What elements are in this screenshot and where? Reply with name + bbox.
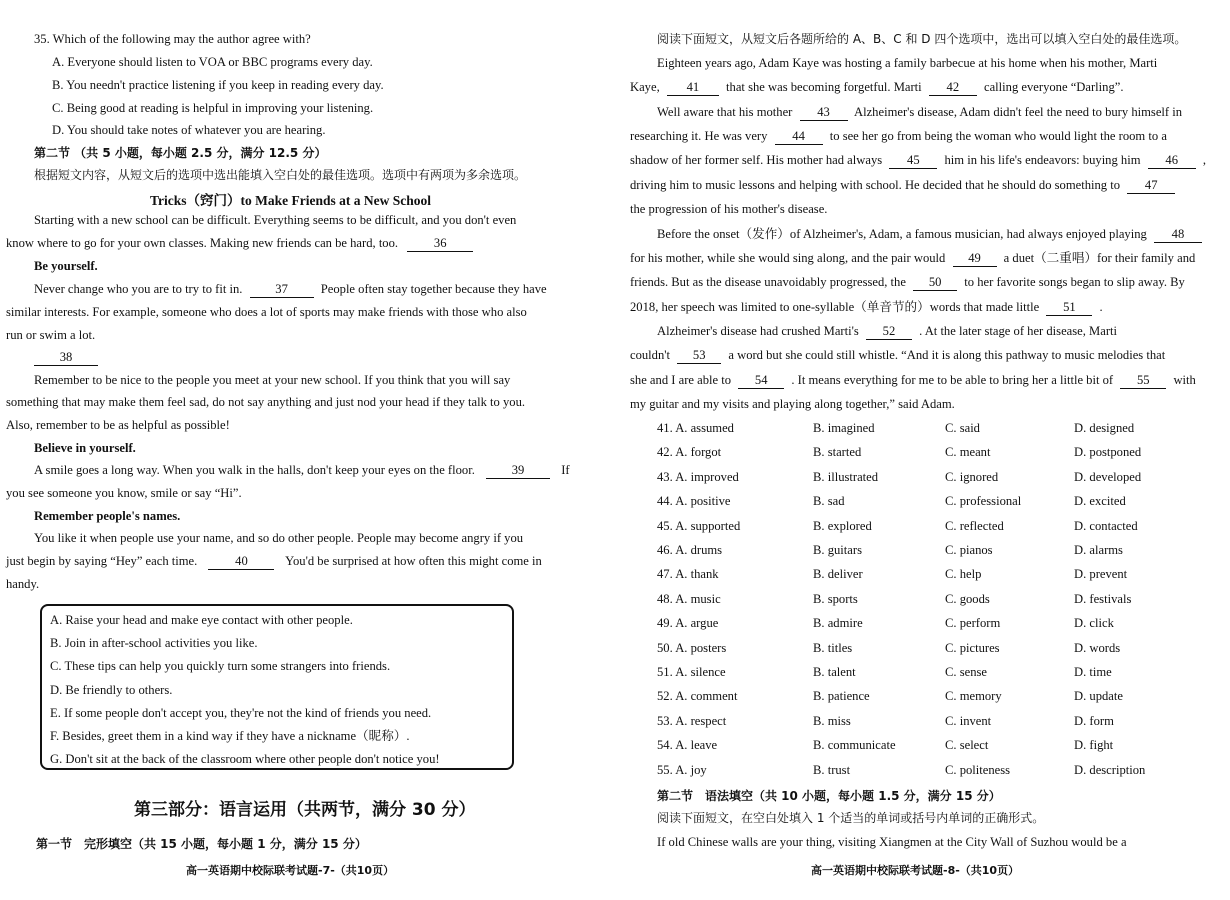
paragraph-line bbox=[34, 349, 98, 366]
blank-45: 45 bbox=[889, 152, 937, 169]
choice-41-c: C. said bbox=[945, 421, 980, 435]
passage-line: Before the onset（发作）of Alzheimer's, Adam, a famous musician, had always enjoyed playing 48 bbox=[657, 226, 1206, 243]
choice-55-c: C. politeness bbox=[945, 762, 1011, 777]
option-c: C. These tips can help you quickly turn some strangers into friends. bbox=[50, 659, 391, 673]
blank-47: 47 bbox=[1127, 177, 1175, 194]
passage-line: the progression of his mother's disease. bbox=[630, 202, 828, 216]
blank-54: 54 bbox=[738, 372, 784, 389]
choice-53-b: B. miss bbox=[813, 713, 851, 728]
choice-55-a: 55. A. joy bbox=[657, 762, 707, 777]
choice-49-b: B. admire bbox=[813, 616, 863, 631]
blank-53: 53 bbox=[677, 347, 721, 364]
choice-45-c: C. reflected bbox=[945, 518, 1004, 533]
option-e: E. If some people don't accept you, they're not the kind of friends you need. bbox=[50, 706, 432, 720]
choice-54-c: C. select bbox=[945, 738, 989, 753]
choice-47-a: 47. A. thank bbox=[657, 567, 719, 582]
choice-45-d: D. contacted bbox=[1074, 518, 1138, 533]
option-g: G. Don't sit at the back of the classroom where other people don't notice you! bbox=[50, 752, 440, 766]
blank-39: 39 bbox=[486, 462, 550, 479]
blank-44: 44 bbox=[775, 128, 823, 145]
choice-48-d: D. festivals bbox=[1074, 591, 1132, 606]
choice-47-b: B. deliver bbox=[813, 567, 863, 582]
blank-42: 42 bbox=[929, 79, 977, 96]
q35-option-d: D. You should take notes of whatever you are hearing. bbox=[52, 123, 326, 137]
choice-43-b: B. illustrated bbox=[813, 469, 879, 484]
choice-44-d: D. excited bbox=[1074, 494, 1126, 509]
blank-52: 52 bbox=[866, 323, 912, 340]
choice-42-a: 42. A. forgot bbox=[657, 445, 722, 460]
blank-49: 49 bbox=[953, 250, 997, 267]
paragraph-line: handy. bbox=[6, 577, 40, 591]
passage-title: Tricks（窍门）to Make Friends at a New School bbox=[150, 193, 431, 208]
paragraph-line: Never change who you are to try to fit in. 37 People often stay together because they have bbox=[34, 282, 547, 296]
choice-52-d: D. update bbox=[1074, 689, 1123, 704]
choice-51-b: B. talent bbox=[813, 665, 856, 679]
choice-45-a: 45. A. supported bbox=[657, 518, 741, 533]
page-footer: 高一英语期中校际联考试题-7-（共10页） bbox=[186, 864, 395, 877]
paragraph-line: know where to go for your own classes. Making new friends can be hard, too. 36 bbox=[6, 235, 473, 252]
passage-line: Alzheimer's disease had crushed Marti's 52 . At the later stage of her disease, Marti bbox=[657, 324, 1118, 338]
q35-option-b: B. You needn't practice listening if you keep in reading every day. bbox=[52, 78, 384, 92]
passage-line: Kaye, 41 that she was becoming forgetful. Marti 42 calling everyone “Darling”. bbox=[630, 80, 1124, 94]
choice-46-d: D. alarms bbox=[1074, 543, 1123, 557]
passage-line: friends. But as the disease unavoidably progressed, the 50 to her favorite songs began to slip away. By bbox=[630, 275, 1185, 289]
blank-41: 41 bbox=[667, 79, 719, 96]
choice-53-a: 53. A. respect bbox=[657, 713, 727, 728]
choice-53-d: D. form bbox=[1074, 713, 1114, 728]
section2-heading: 第二节 （共 5 小题，每小题 2.5 分，满分 12.5 分） bbox=[34, 146, 327, 160]
choice-54-b: B. communicate bbox=[813, 738, 896, 753]
choice-52-b: B. patience bbox=[813, 689, 870, 704]
choice-46-a: 46. A. drums bbox=[657, 543, 723, 557]
heading-believe: Believe in yourself. bbox=[34, 441, 136, 455]
passage-line: Well aware that his mother 43 Alzheimer's disease, Adam didn't feel the need to bury himself in bbox=[657, 105, 1183, 119]
choice-54-d: D. fight bbox=[1074, 738, 1114, 753]
choice-42-b: B. started bbox=[813, 445, 862, 460]
blank-38: 38 bbox=[34, 349, 98, 366]
blank-55: 55 bbox=[1120, 372, 1166, 389]
choice-54-a: 54. A. leave bbox=[657, 738, 718, 753]
choice-46-b: B. guitars bbox=[813, 543, 862, 557]
blank-37: 37 bbox=[250, 281, 314, 298]
choice-43-a: 43. A. improved bbox=[657, 469, 739, 484]
part3-heading: 第三部分：语言运用（共两节，满分 30 分） bbox=[134, 800, 476, 820]
paragraph-line: Also, remember to be as helpful as possible! bbox=[6, 418, 230, 432]
choice-52-c: C. memory bbox=[945, 689, 1002, 704]
paragraph-line: just begin by saying “Hey” each time. 40 You'd be surprised at how often this might come in bbox=[6, 554, 542, 568]
choice-50-d: D. words bbox=[1074, 640, 1121, 655]
choice-53-c: C. invent bbox=[945, 713, 992, 728]
choice-55-d: D. description bbox=[1074, 762, 1146, 777]
choice-52-a: 52. A. comment bbox=[657, 689, 738, 704]
blank-43: 43 bbox=[800, 104, 848, 121]
option-b: B. Join in after-school activities you like. bbox=[50, 636, 258, 650]
section1-heading: 第一节 完形填空（共 15 小题，每小题 1 分，满分 15 分） bbox=[36, 837, 367, 851]
q35-option-c: C. Being good at reading is helpful in improving your listening. bbox=[52, 101, 374, 115]
choice-50-b: B. titles bbox=[813, 640, 853, 655]
choice-44-c: C. professional bbox=[945, 494, 1022, 509]
section2-heading: 第二节 语法填空（共 10 小题，每小题 1.5 分，满分 15 分） bbox=[657, 789, 1001, 803]
choice-41-a: 41. A. assumed bbox=[657, 421, 734, 435]
q35-option-a: A. Everyone should listen to VOA or BBC programs every day. bbox=[52, 55, 373, 69]
passage-line: shadow of her former self. His mother had always 45 him in his life's endeavors: buying him 46 , bbox=[630, 153, 1206, 167]
blank-46: 46 bbox=[1148, 152, 1196, 169]
choice-41-b: B. imagined bbox=[813, 421, 875, 435]
paragraph-line: Remember to be nice to the people you meet at your new school. If you think that you will say bbox=[34, 373, 511, 387]
choice-46-c: C. pianos bbox=[945, 543, 993, 557]
passage-line: researching it. He was very 44 to see her go from being the woman who would light the room to a bbox=[630, 129, 1167, 143]
right-page bbox=[615, 0, 1230, 900]
choice-42-d: D. postponed bbox=[1074, 445, 1142, 460]
choice-43-d: D. developed bbox=[1074, 469, 1142, 484]
choice-49-c: C. perform bbox=[945, 616, 1001, 631]
paragraph-line: something that may make them feel sad, do not say anything and just nod your head if they talk to you. bbox=[6, 395, 526, 409]
choice-48-c: C. goods bbox=[945, 591, 990, 606]
paragraph-line: A smile goes a long way. When you walk in the halls, don't keep your eyes on the floor. 39 If bbox=[34, 463, 570, 477]
passage-line: Eighteen years ago, Adam Kaye was hosting a family barbecue at his home when his mother, Marti bbox=[657, 56, 1158, 70]
section2-instruction: 阅读下面短文，在空白处填入 1 个适当的单词或括号内单词的正确形式。 bbox=[657, 811, 1045, 825]
choice-48-b: B. sports bbox=[813, 591, 858, 606]
cloze-instruction: 阅读下面短文，从短文后各题所给的 A、B、C 和 D 四个选项中，选出可以填入空白处的最佳选项。 bbox=[657, 32, 1187, 46]
passage-line: she and I are able to 54 . It means everything for me to be able to bring her a little bit of 55 with bbox=[630, 373, 1196, 387]
passage-line: 2018, her speech was limited to one-syllable（单音节的）words that made little 51 . bbox=[630, 300, 1103, 314]
blank-50: 50 bbox=[913, 274, 957, 291]
choice-41-d: D. designed bbox=[1074, 421, 1135, 435]
choice-55-b: B. trust bbox=[813, 762, 851, 777]
choice-47-d: D. prevent bbox=[1074, 567, 1128, 582]
choice-50-c: C. pictures bbox=[945, 640, 1000, 655]
option-f: F. Besides, greet them in a kind way if they have a nickname（昵称）. bbox=[50, 729, 410, 743]
choice-50-a: 50. A. posters bbox=[657, 640, 727, 655]
blank-51: 51 bbox=[1046, 299, 1092, 316]
paragraph-line: You like it when people use your name, and so do other people. People may become angry if you bbox=[34, 531, 524, 545]
choice-48-a: 48. A. music bbox=[657, 591, 721, 606]
choice-45-b: B. explored bbox=[813, 518, 872, 533]
paragraph-line: run or swim a lot. bbox=[6, 328, 96, 342]
page-footer: 高一英语期中校际联考试题-8-（共10页） bbox=[811, 864, 1020, 877]
paragraph-line: you see someone you know, smile or say “Hi”. bbox=[6, 486, 242, 500]
choice-47-c: C. help bbox=[945, 567, 982, 582]
choice-43-c: C. ignored bbox=[945, 469, 999, 484]
q35-stem: 35. Which of the following may the author agree with? bbox=[34, 32, 311, 46]
option-a: A. Raise your head and make eye contact with other people. bbox=[50, 613, 353, 627]
choice-44-a: 44. A. positive bbox=[657, 494, 731, 509]
choice-42-c: C. meant bbox=[945, 445, 991, 460]
choice-49-d: D. click bbox=[1074, 616, 1114, 631]
choice-51-a: 51. A. silence bbox=[657, 665, 726, 679]
option-d: D. Be friendly to others. bbox=[50, 683, 173, 697]
paragraph-line: similar interests. For example, someone who does a lot of sports may make friends with those who also bbox=[6, 305, 527, 319]
choice-51-c: C. sense bbox=[945, 665, 987, 679]
heading-be-yourself: Be yourself. bbox=[34, 259, 98, 273]
passage-line: my guitar and my visits and playing along together,” said Adam. bbox=[630, 397, 955, 411]
passage-line: driving him to music lessons and helping with school. He decided that he should do something to 47 bbox=[630, 177, 1179, 194]
choice-49-a: 49. A. argue bbox=[657, 616, 719, 631]
grammar-passage-line: If old Chinese walls are your thing, visiting Xiangmen at the City Wall of Suzhou would be a bbox=[657, 835, 1127, 849]
blank-40: 40 bbox=[208, 553, 274, 570]
passage-line: couldn't 53 a word but she could still whistle. “And it is along this pathway to music melodies that bbox=[630, 348, 1166, 362]
section2-instruction: 根据短文内容，从短文后的选项中选出能填入空白处的最佳选项。选项中有两项为多余选项。 bbox=[34, 168, 527, 182]
paragraph-line: Starting with a new school can be difficult. Everything seems to be difficult, and you don't even bbox=[34, 213, 517, 227]
blank-48: 48 bbox=[1154, 226, 1202, 243]
blank-36: 36 bbox=[407, 235, 473, 252]
heading-names: Remember people's names. bbox=[34, 509, 181, 523]
choice-44-b: B. sad bbox=[813, 494, 845, 509]
choice-51-d: D. time bbox=[1074, 665, 1112, 679]
passage-line: for his mother, while she would sing along, and the pair would 49 a duet（二重唱）for their family and bbox=[630, 251, 1196, 265]
